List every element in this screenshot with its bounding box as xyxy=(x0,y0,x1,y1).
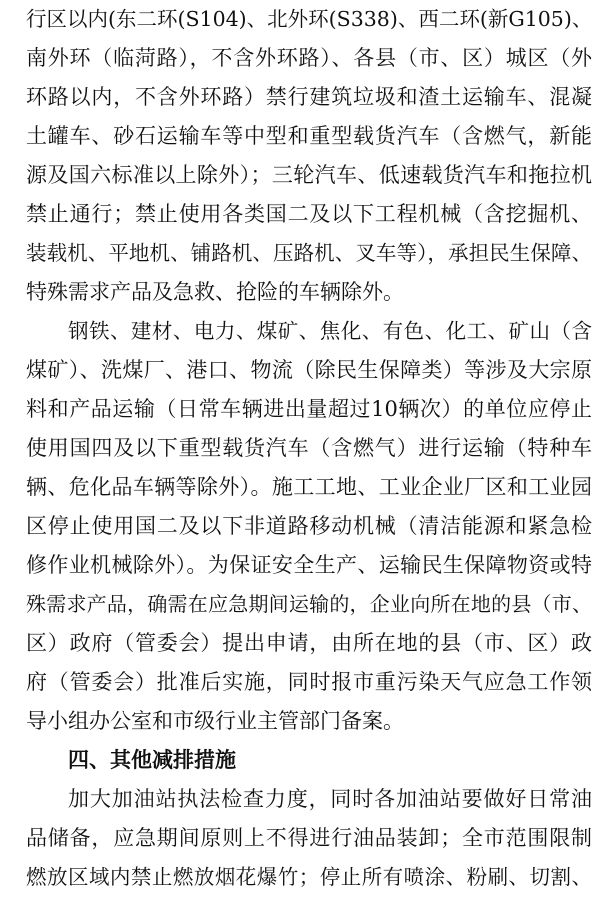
section-4-line: 燃放区域内禁止燃放烟花爆竹；停止所有喷涂、粉刷、切割、 xyxy=(26,865,592,889)
paragraph-2-line: 导小组办公室和市级行业主管部门备案。 xyxy=(26,709,404,733)
paragraph-2-line: 料和产品运输（日常车辆进出量超过10辆次）的单位应停止 xyxy=(26,397,592,421)
paragraph-2-line: 钢铁、建材、电力、煤矿、焦化、有色、化工、矿山（含 xyxy=(68,319,592,343)
paragraph-2-line: 殊需求产品，确需在应急期间运输的，企业向所在地的县（市、 xyxy=(26,592,592,616)
paragraph-2-line: 区停止使用国二及以下非道路移动机械（清洁能源和紧急检 xyxy=(26,514,592,538)
section-4-line: 品储备，应急期间原则上不得进行油品装卸；全市范围限制 xyxy=(26,826,592,850)
section-heading: 四、其他减排措施 xyxy=(68,748,236,772)
paragraph-2-line: 府（管委会）批准后实施，同时报市重污染天气应急工作领 xyxy=(26,670,592,694)
paragraph-1-line: 装载机、平地机、铺路机、压路机、叉车等），承担民生保障、 xyxy=(26,241,592,265)
paragraph-2-line: 修作业机械除外）。为保证安全生产、运输民生保障物资或特 xyxy=(26,553,592,577)
paragraph-1-line: 禁止通行；禁止使用各类国二及以下工程机械（含挖掘机、 xyxy=(26,202,592,226)
paragraph-1-line: 特殊需求产品及急救、抢险的车辆除外。 xyxy=(26,280,404,304)
section-4-line: 加大加油站执法检查力度，同时各加油站要做好日常油 xyxy=(68,787,592,811)
paragraph-2-line: 区）政府（管委会）提出申请，由所在地的县（市、区）政 xyxy=(26,631,592,655)
paragraph-2-line: 使用国四及以下重型载货汽车（含燃气）进行运输（特种车 xyxy=(26,436,592,460)
paragraph-1-line: 源及国六标准以上除外）；三轮汽车、低速载货汽车和拖拉机 xyxy=(26,163,592,187)
paragraph-2-line: 辆、危化品车辆等除外）。施工工地、工业企业厂区和工业园 xyxy=(26,475,592,499)
paragraph-1-line: 环路以内，不含外环路）禁行建筑垃圾和渣土运输车、混凝 xyxy=(26,85,592,109)
paragraph-1-line: 土罐车、砂石运输车等中型和重型载货汽车（含燃气，新能 xyxy=(26,124,592,148)
paragraph-1-line: 南外环（临菏路），不含外环路）、各县（市、区）城区（外 xyxy=(26,46,592,70)
paragraph-1-line: 行区以内(东二环(S104)、北外环(S338)、西二环(新G105)、 xyxy=(26,7,592,31)
paragraph-2-line: 煤矿）、洗煤厂、港口、物流（除民生保障类）等涉及大宗原 xyxy=(26,358,592,382)
